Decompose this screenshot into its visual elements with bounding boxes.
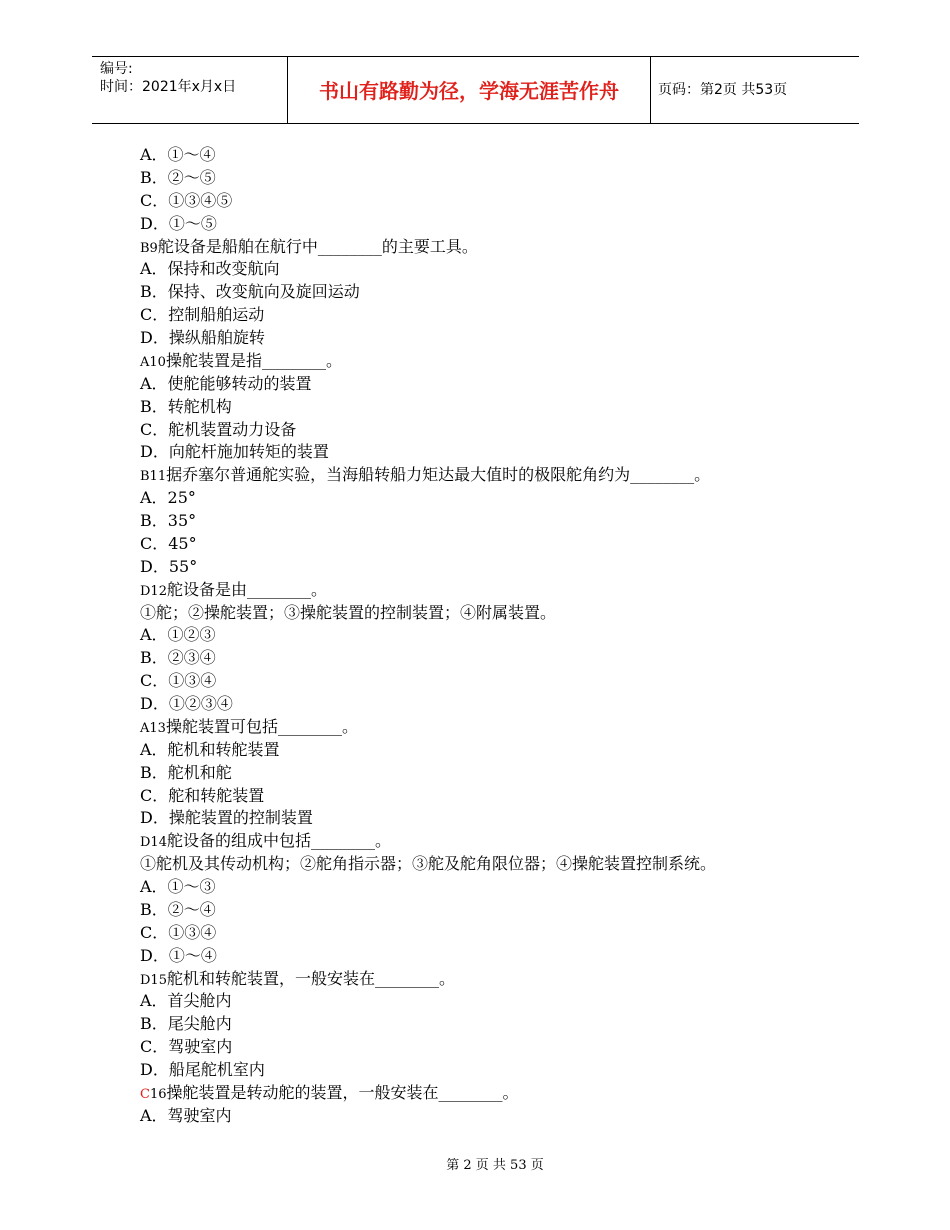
option-line: D．向舵杆施加转矩的装置 [140,442,329,462]
question-line [140,1082,840,1105]
page-footer: 第 2 页 共 53 页 [446,1158,544,1173]
option-line: A．保持和改变航向 [140,259,280,279]
option-line: A．25° [140,488,196,508]
page-header [92,56,859,124]
question-text: 舵设备是由________。 [166,579,327,599]
option-line: C．①③④⑤ [140,190,233,210]
question-line [140,830,840,853]
question-number: D12 [140,583,167,599]
option-line: A．首尖舱内 [140,991,232,1011]
question-text: 舵机和转舵装置，一般安装在________。 [166,968,455,988]
number-label: 编号: [100,61,133,77]
option-line: C．舵机装置动力设备 [140,419,297,439]
header-motto-cell [287,57,651,123]
question-number: A10 [140,354,166,370]
option-line: D．①～⑤ [140,213,217,233]
question-list [140,144,840,1128]
header-meta-cell [92,57,287,123]
option-line: A．使舵能够转动的装置 [140,373,312,393]
page-code: 页码：第2页 共53页 [658,82,788,98]
option-line: ①舵；②操舵装置；③操舵装置的控制装置；④附属装置。 [140,602,557,622]
question-text: 操舵装置是转动舵的装置，一般安装在________。 [166,1082,519,1102]
question-line [140,350,840,373]
option-line: D．①～④ [140,945,217,965]
option-line: B．尾尖舱内 [140,1014,232,1034]
question-line [140,716,840,739]
option-line: A．舵机和转舵装置 [140,739,280,759]
option-line: A．驾驶室内 [140,1105,232,1125]
header-page-cell [650,57,859,123]
question-text: 操舵装置是指________。 [165,350,342,370]
question-text: 舵设备是船舶在航行中________的主要工具。 [157,236,478,256]
question-answer-letter: C [140,1086,150,1102]
option-line: A．①～③ [140,877,216,896]
question-number: D14 [140,835,167,851]
option-line: B．保持、改变航向及旋回运动 [140,282,360,302]
question-line [140,968,840,991]
option-line: C．①③④ [140,671,217,691]
motto: 书山有路勤为径，学海无涯苦作舟 [319,79,619,103]
option-line: D．55° [140,556,198,576]
question-line [140,579,840,602]
option-line: A．①②③ [140,625,216,645]
option-line: C．舵和转舵装置 [140,785,265,805]
option-line: B．②③④ [140,648,216,668]
option-line: C．45° [140,533,197,553]
option-line: D．①②③④ [140,694,233,713]
option-line: D．船尾舵机室内 [140,1060,265,1079]
question-text: 据乔塞尔普通舵实验，当海船转船力矩达最大值时的极限舵角约为________。 [166,465,711,485]
question-number: B9 [140,240,158,256]
option-line: B．35° [140,511,197,530]
option-line: B．转舵机构 [140,396,232,416]
question-line [140,464,840,487]
question-line [140,236,840,259]
question-number: A13 [140,720,166,736]
question-number: 16 [149,1086,167,1102]
option-line: B．舵机和舵 [140,762,232,782]
time-label: 时间：2021年x月x日 [100,79,237,95]
option-line: C．①③④ [140,922,217,942]
question-number: B11 [140,469,167,485]
option-line: D．操舵装置的控制装置 [140,808,313,828]
option-line: C．控制船舶运动 [140,305,265,325]
question-text: 舵设备的组成中包括________。 [166,831,391,851]
option-line: C．驾驶室内 [140,1037,233,1057]
option-line: B．②～④ [140,899,216,919]
option-line: A．①～④ [140,145,216,164]
option-line: ①舵机及其传动机构；②舵角指示器；③舵及舵角限位器；④操舵装置控制系统。 [140,854,717,874]
question-text: 操舵装置可包括________。 [165,716,358,736]
question-number: D15 [140,972,167,988]
option-line: D．操纵船舶旋转 [140,328,265,347]
option-line: B．②～⑤ [140,167,216,187]
